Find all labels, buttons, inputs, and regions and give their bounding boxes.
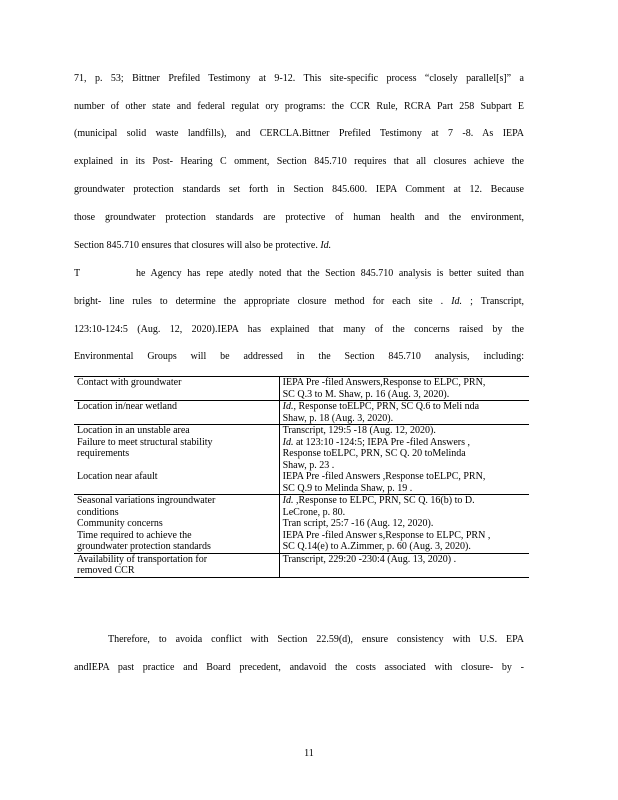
table-cell-citation: Id. ,Response to ELPC, PRN, SC Q. 16(b) to D. LeCrone, p. 80.	[279, 495, 529, 519]
table-cell-factor: Location near afault	[74, 471, 279, 495]
table-cell-factor: Community concerns	[74, 518, 279, 530]
body-line: andIEPA past practice and Board precedent, andavoid the costs associated with closure- by -	[74, 662, 524, 673]
table-cell-citation: Transcript, 129:5 -18 (Aug. 12, 2020).	[279, 425, 529, 437]
table-cell-factor: Contact with groundwater	[74, 377, 279, 401]
table-cell-factor: Failure to meet structural stability requirements	[74, 437, 279, 472]
page-number: 11	[304, 748, 314, 759]
body-line: Environmental Groups will be addressed in the Section 845.710 analysis, including:	[74, 351, 524, 362]
table-row	[74, 377, 529, 401]
table-row	[74, 553, 529, 577]
table-cell-citation: IEPA Pre -filed Answer s,Response to ELPC, PRN , SC Q.14(e) to A.Zimmer, p. 60 (Aug. 3, 2020).	[282, 529, 491, 552]
analysis-factors-table	[74, 376, 529, 578]
body-line: (municipal solid waste landfills), and CERCLA.Bittner Prefiled Testimony at 7 -8. As IEPA	[74, 128, 524, 139]
table-row	[74, 437, 529, 472]
body-line-last	[74, 240, 524, 252]
table-row	[74, 401, 529, 425]
table-row	[74, 530, 529, 554]
table-cell-factor: Time required to achieve the groundwater protection standards	[74, 530, 279, 554]
body-line: 123:10-124:5 (Aug. 12, 2020).IEPA has explained that many of the concerns raised by the	[74, 324, 524, 335]
drop-letter: T	[74, 268, 81, 279]
body-line: 71, p. 53; Bittner Prefiled Testimony at 9-12. This site-specific process “closely parallel[s]” a	[74, 73, 524, 84]
table-cell-citation: IEPA Pre -filed Answers,Response to ELPC, PRN, SC Q.3 to M. Shaw, p. 16 (Aug. 3, 2020).	[279, 377, 529, 401]
table-cell-citation: Tran script, 25:7 -16 (Aug. 12, 2020).	[282, 518, 434, 529]
body-text: bright- line rules to determine the appropriate closure method for each site .	[74, 296, 444, 307]
body-line: Therefore, to avoida conflict with Section 22.59(d), ensure consistency with U.S. EPA	[108, 634, 524, 645]
table-cell-citation: Id., Response toELPC, PRN, SC Q.6 to Meli nda Shaw, p. 18 (Aug. 3, 2020).	[279, 401, 529, 425]
table-cell-factor: Location in/near wetland	[74, 401, 279, 425]
table-cell-factor: Location in an unstable area	[74, 425, 279, 437]
citation-id: Id.	[451, 296, 463, 307]
table-row	[74, 518, 529, 530]
table-cell-factor: Seasonal variations ingroundwater conditions	[74, 495, 279, 519]
body-line: groundwater protection standards set forth in Section 845.600. IEPA Comment at 12. Because	[74, 184, 524, 195]
table-row	[74, 471, 529, 495]
body-line: number of other state and federal regulat ory programs: the CCR Rule, RCRA Part 258 Subpart E	[74, 101, 524, 112]
body-line	[74, 296, 524, 308]
table-cell-factor: Availability of transportation for removed CCR	[74, 553, 279, 577]
citation-id: Id.	[320, 240, 332, 251]
table-row	[74, 425, 529, 437]
body-text: he Agency has repe atedly noted that the Section 845.710 analysis is better suited than	[136, 268, 524, 279]
body-line: those groundwater protection standards are protective of human health and the environment,	[74, 212, 524, 223]
table-cell-citation: Id. at 123:10 -124:5; IEPA Pre -filed Answers , Response toELPC, PRN, SC Q. 20 toMelinda Shaw, p. 23 .	[282, 436, 471, 471]
table-cell-citation: Transcript, 229:20 -230:4 (Aug. 13, 2020) .	[279, 553, 529, 577]
body-text: Section 845.710 ensures that closures will also be protective.	[74, 240, 318, 251]
table-cell-citation: IEPA Pre -filed Answers ,Response toELPC, PRN, SC Q.9 to Melinda Shaw, p. 19 .	[282, 471, 486, 494]
body-line	[74, 268, 524, 280]
body-text: ; Transcript,	[470, 296, 524, 307]
body-line: explained in its Post- Hearing C omment, Section 845.710 requires that all closures achieve the	[74, 156, 524, 167]
table-row	[74, 495, 529, 519]
